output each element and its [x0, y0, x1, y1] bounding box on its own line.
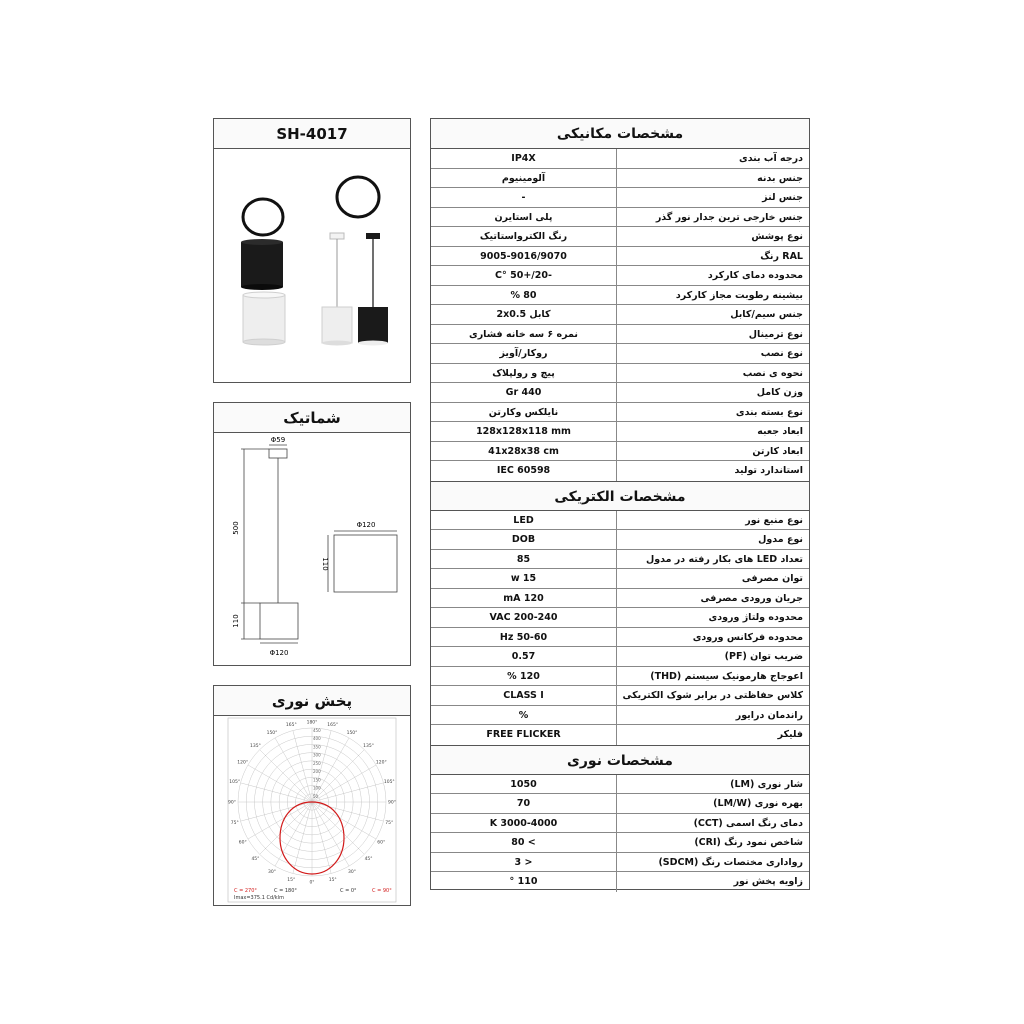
spec-value: نمره ۶ سه خانه فشاری: [469, 328, 578, 340]
product-photo: [214, 149, 410, 381]
specs-panel: [430, 118, 810, 890]
spec-value: -: [521, 192, 526, 203]
angle-label: 105°: [383, 779, 395, 785]
spec-value: پیچ و رولپلاک: [492, 367, 555, 379]
spec-value: 41x28x38 cm: [488, 445, 559, 457]
spec-value: IEC 60598: [496, 465, 551, 476]
spec-row: [431, 814, 809, 834]
spec-row: [431, 775, 809, 795]
spec-value: 200-240 VAC: [489, 612, 558, 623]
angle-label: 60°: [238, 840, 247, 846]
spec-row: [431, 608, 809, 628]
angle-label: 45°: [251, 857, 260, 863]
spec-label: محدوده فرکانس ورودی: [616, 628, 809, 647]
spec-value: پلی استایرن: [494, 211, 553, 223]
electrical-title: مشخصات الکتریکی: [431, 481, 809, 511]
schematic-panel: [213, 402, 411, 666]
spec-label: جنس سیم/کابل: [616, 305, 809, 324]
spec-label: محدوده ولتاژ ورودی: [616, 608, 809, 627]
spec-row: [431, 530, 809, 550]
spec-row: [431, 550, 809, 570]
spec-row: [431, 325, 809, 345]
spec-label: راندمان درایور: [616, 706, 809, 725]
angle-label: 0°: [309, 880, 315, 886]
spec-value: > 80: [511, 837, 536, 848]
spec-value: 85: [516, 553, 531, 565]
spec-label: نوع مدول: [616, 530, 809, 549]
spec-row: [431, 422, 809, 442]
dim-side-height: 110: [321, 557, 329, 571]
spec-row: [431, 706, 809, 726]
dim-body-height: 110: [232, 614, 240, 628]
spec-label: ابعاد کارتن: [616, 442, 809, 461]
angle-label: 90°: [388, 800, 396, 806]
spec-row: [431, 589, 809, 609]
spec-row: [431, 872, 809, 892]
spec-label: شاخص نمود رنگ (CRI): [616, 833, 809, 852]
spec-label: نوع نصب: [616, 344, 809, 363]
angle-label: 75°: [230, 821, 239, 827]
model-panel: [213, 118, 411, 383]
spec-label: بهره نوری (LM/W): [616, 794, 809, 813]
spec-value: 120 mA: [503, 592, 544, 604]
spec-label: استاندارد تولید: [616, 461, 809, 481]
spec-row: [431, 149, 809, 169]
spec-value: 1050: [510, 778, 537, 790]
spec-row: [431, 647, 809, 667]
dim-side-dia: Φ120: [356, 521, 376, 529]
spec-value: رنگ الکترواستاتیک: [479, 231, 568, 242]
spec-value: روکار/آویز: [499, 348, 548, 359]
angle-label: 30°: [268, 869, 276, 875]
spec-value: FREE FLICKER: [486, 729, 561, 740]
model-code: SH-4017: [214, 119, 410, 149]
ring-left-icon: [243, 199, 283, 235]
spec-label: نوع ترمینال: [616, 325, 809, 344]
spec-label: جنس لنز: [616, 188, 809, 207]
angle-label: 135°: [363, 743, 374, 749]
angle-label: 180°: [306, 720, 318, 726]
mechanical-table: [431, 149, 809, 481]
spec-value: CLASS I: [503, 690, 544, 701]
spec-value: DOB: [511, 534, 536, 545]
spec-value: 9005-9016/9070: [480, 250, 567, 262]
legend-c0: C = 0°: [340, 888, 357, 894]
spec-value: 70: [516, 798, 531, 809]
ring-right-icon: [337, 177, 379, 217]
spec-label: جنس بدنه: [616, 169, 809, 188]
mechanical-title: مشخصات مکانیکی: [431, 119, 809, 149]
spec-label: فلیکر: [616, 725, 809, 745]
spec-row: [431, 833, 809, 853]
spec-label: اعوجاج هارمونیک سیستم (THD): [616, 667, 809, 686]
spec-value: 110 °: [509, 876, 538, 887]
spec-row: [431, 511, 809, 531]
angle-label: 120°: [237, 760, 249, 766]
electrical-table: [431, 511, 809, 745]
spec-label: نحوه ی نصب: [616, 364, 809, 383]
angle-label: 165°: [285, 723, 297, 729]
spec-value: آلومینیوم: [501, 172, 546, 184]
spec-label: نوع پوشش: [616, 227, 809, 246]
spec-label: تعداد LED های بکار رفته در مدول: [616, 550, 809, 569]
angle-label: 30°: [348, 869, 356, 875]
angle-label: 60°: [377, 840, 386, 846]
spec-row: [431, 794, 809, 814]
light-title: پخش نوری: [214, 686, 410, 716]
black-pendant-icon: [358, 233, 388, 346]
scale-label: 100: [313, 785, 321, 791]
angle-label: 150°: [266, 731, 278, 737]
legend-c180: C = 180°: [274, 888, 297, 894]
spec-row: [431, 208, 809, 228]
spec-row: [431, 266, 809, 286]
spec-value: کابل 2x0.5: [496, 309, 551, 320]
scale-label: 250: [313, 760, 321, 766]
angle-label: 90°: [228, 800, 236, 806]
white-pendant-icon: [322, 233, 352, 346]
spec-row: [431, 247, 809, 267]
dim-bottom-dia: Φ120: [269, 649, 289, 657]
optical-table: [431, 775, 809, 892]
spec-row: [431, 188, 809, 208]
spec-label: ضریب توان (PF): [616, 647, 809, 666]
spec-value: نایلکس وکارتن: [488, 406, 559, 418]
angle-label: 45°: [364, 857, 373, 863]
legend-imax: Imax=375.1 Cd/klm: [234, 895, 284, 901]
light-distribution-panel: [213, 685, 411, 906]
spec-label: RAL رنگ: [616, 247, 809, 266]
angle-label: 135°: [250, 743, 261, 749]
scale-label: 350: [313, 744, 321, 750]
polar-diagram: [214, 716, 410, 904]
spec-value: 15 w: [510, 573, 537, 584]
black-cylinder-icon: [241, 239, 283, 290]
spec-value: LED: [513, 514, 534, 526]
spec-row: [431, 169, 809, 189]
legend-c270: C = 270°: [234, 888, 257, 894]
spec-row: [431, 383, 809, 403]
spec-value: 120 %: [507, 670, 540, 682]
schematic-title: شماتیک: [214, 403, 410, 433]
spec-value: IP4X: [511, 153, 536, 164]
spec-row: [431, 461, 809, 481]
spec-label: درجه آب بندی: [616, 149, 809, 168]
spec-label: توان مصرفی: [616, 569, 809, 588]
angle-label: 120°: [375, 760, 387, 766]
spec-row: [431, 442, 809, 462]
spec-value: 0.57: [511, 651, 536, 662]
spec-label: شار نوری (LM): [616, 775, 809, 794]
spec-row: [431, 227, 809, 247]
spec-row: [431, 344, 809, 364]
dim-height: 500: [232, 521, 240, 535]
spec-label: جنس خارجی ترین جدار نور گذر: [616, 208, 809, 227]
spec-value: 440 Gr: [505, 387, 542, 398]
spec-row: [431, 667, 809, 687]
schematic-drawing: [214, 433, 410, 665]
scale-label: 150: [313, 777, 321, 783]
spec-row: [431, 286, 809, 306]
spec-row: [431, 628, 809, 648]
spec-row: [431, 725, 809, 745]
spec-label: نوع بسته بندی: [616, 403, 809, 422]
spec-label: کلاس حفاظتی در برابر شوک الکتریکی: [616, 686, 809, 705]
spec-label: ابعاد جعبه: [616, 422, 809, 441]
spec-value: -20/+50 °C: [495, 270, 552, 281]
spec-row: [431, 853, 809, 873]
optical-title: مشخصات نوری: [431, 745, 809, 775]
spec-label: زاویه پخش نور: [616, 872, 809, 892]
spec-value: 50-60 Hz: [499, 631, 548, 643]
angle-label: 15°: [287, 877, 296, 883]
spec-label: رواداری مختصات رنگ (SDCM): [616, 853, 809, 872]
spec-label: محدوده دمای کارکرد: [616, 266, 809, 285]
spec-row: [431, 364, 809, 384]
angle-label: 105°: [229, 779, 241, 785]
angle-label: 75°: [385, 821, 394, 827]
spec-row: [431, 305, 809, 325]
angle-label: 165°: [327, 723, 339, 729]
scale-label: 50: [313, 793, 319, 799]
spec-label: بیشینه رطوبت مجاز کارکرد: [616, 286, 809, 305]
spec-value: < 3: [514, 856, 533, 868]
spec-value: 3000-4000 K: [489, 817, 558, 829]
scale-label: 300: [313, 752, 321, 758]
dim-top-dia: Φ59: [270, 436, 286, 444]
scale-label: 400: [313, 736, 321, 742]
angle-label: 150°: [346, 731, 358, 737]
spec-label: وزن کامل: [616, 383, 809, 402]
scale-label: 450: [313, 728, 321, 733]
spec-value: %: [518, 709, 529, 721]
spec-row: [431, 403, 809, 423]
spec-value: 128x128x118 mm: [476, 426, 571, 437]
legend-c90: C = 90°: [372, 888, 392, 894]
scale-label: 200: [313, 769, 321, 775]
spec-value: 80 %: [510, 289, 537, 301]
white-cylinder-icon: [243, 292, 285, 345]
spec-row: [431, 569, 809, 589]
spec-label: جریان ورودی مصرفی: [616, 589, 809, 608]
spec-row: [431, 686, 809, 706]
spec-label: نوع منبع نور: [616, 511, 809, 530]
spec-label: دمای رنگ اسمی (CCT): [616, 814, 809, 833]
angle-label: 15°: [328, 877, 337, 883]
